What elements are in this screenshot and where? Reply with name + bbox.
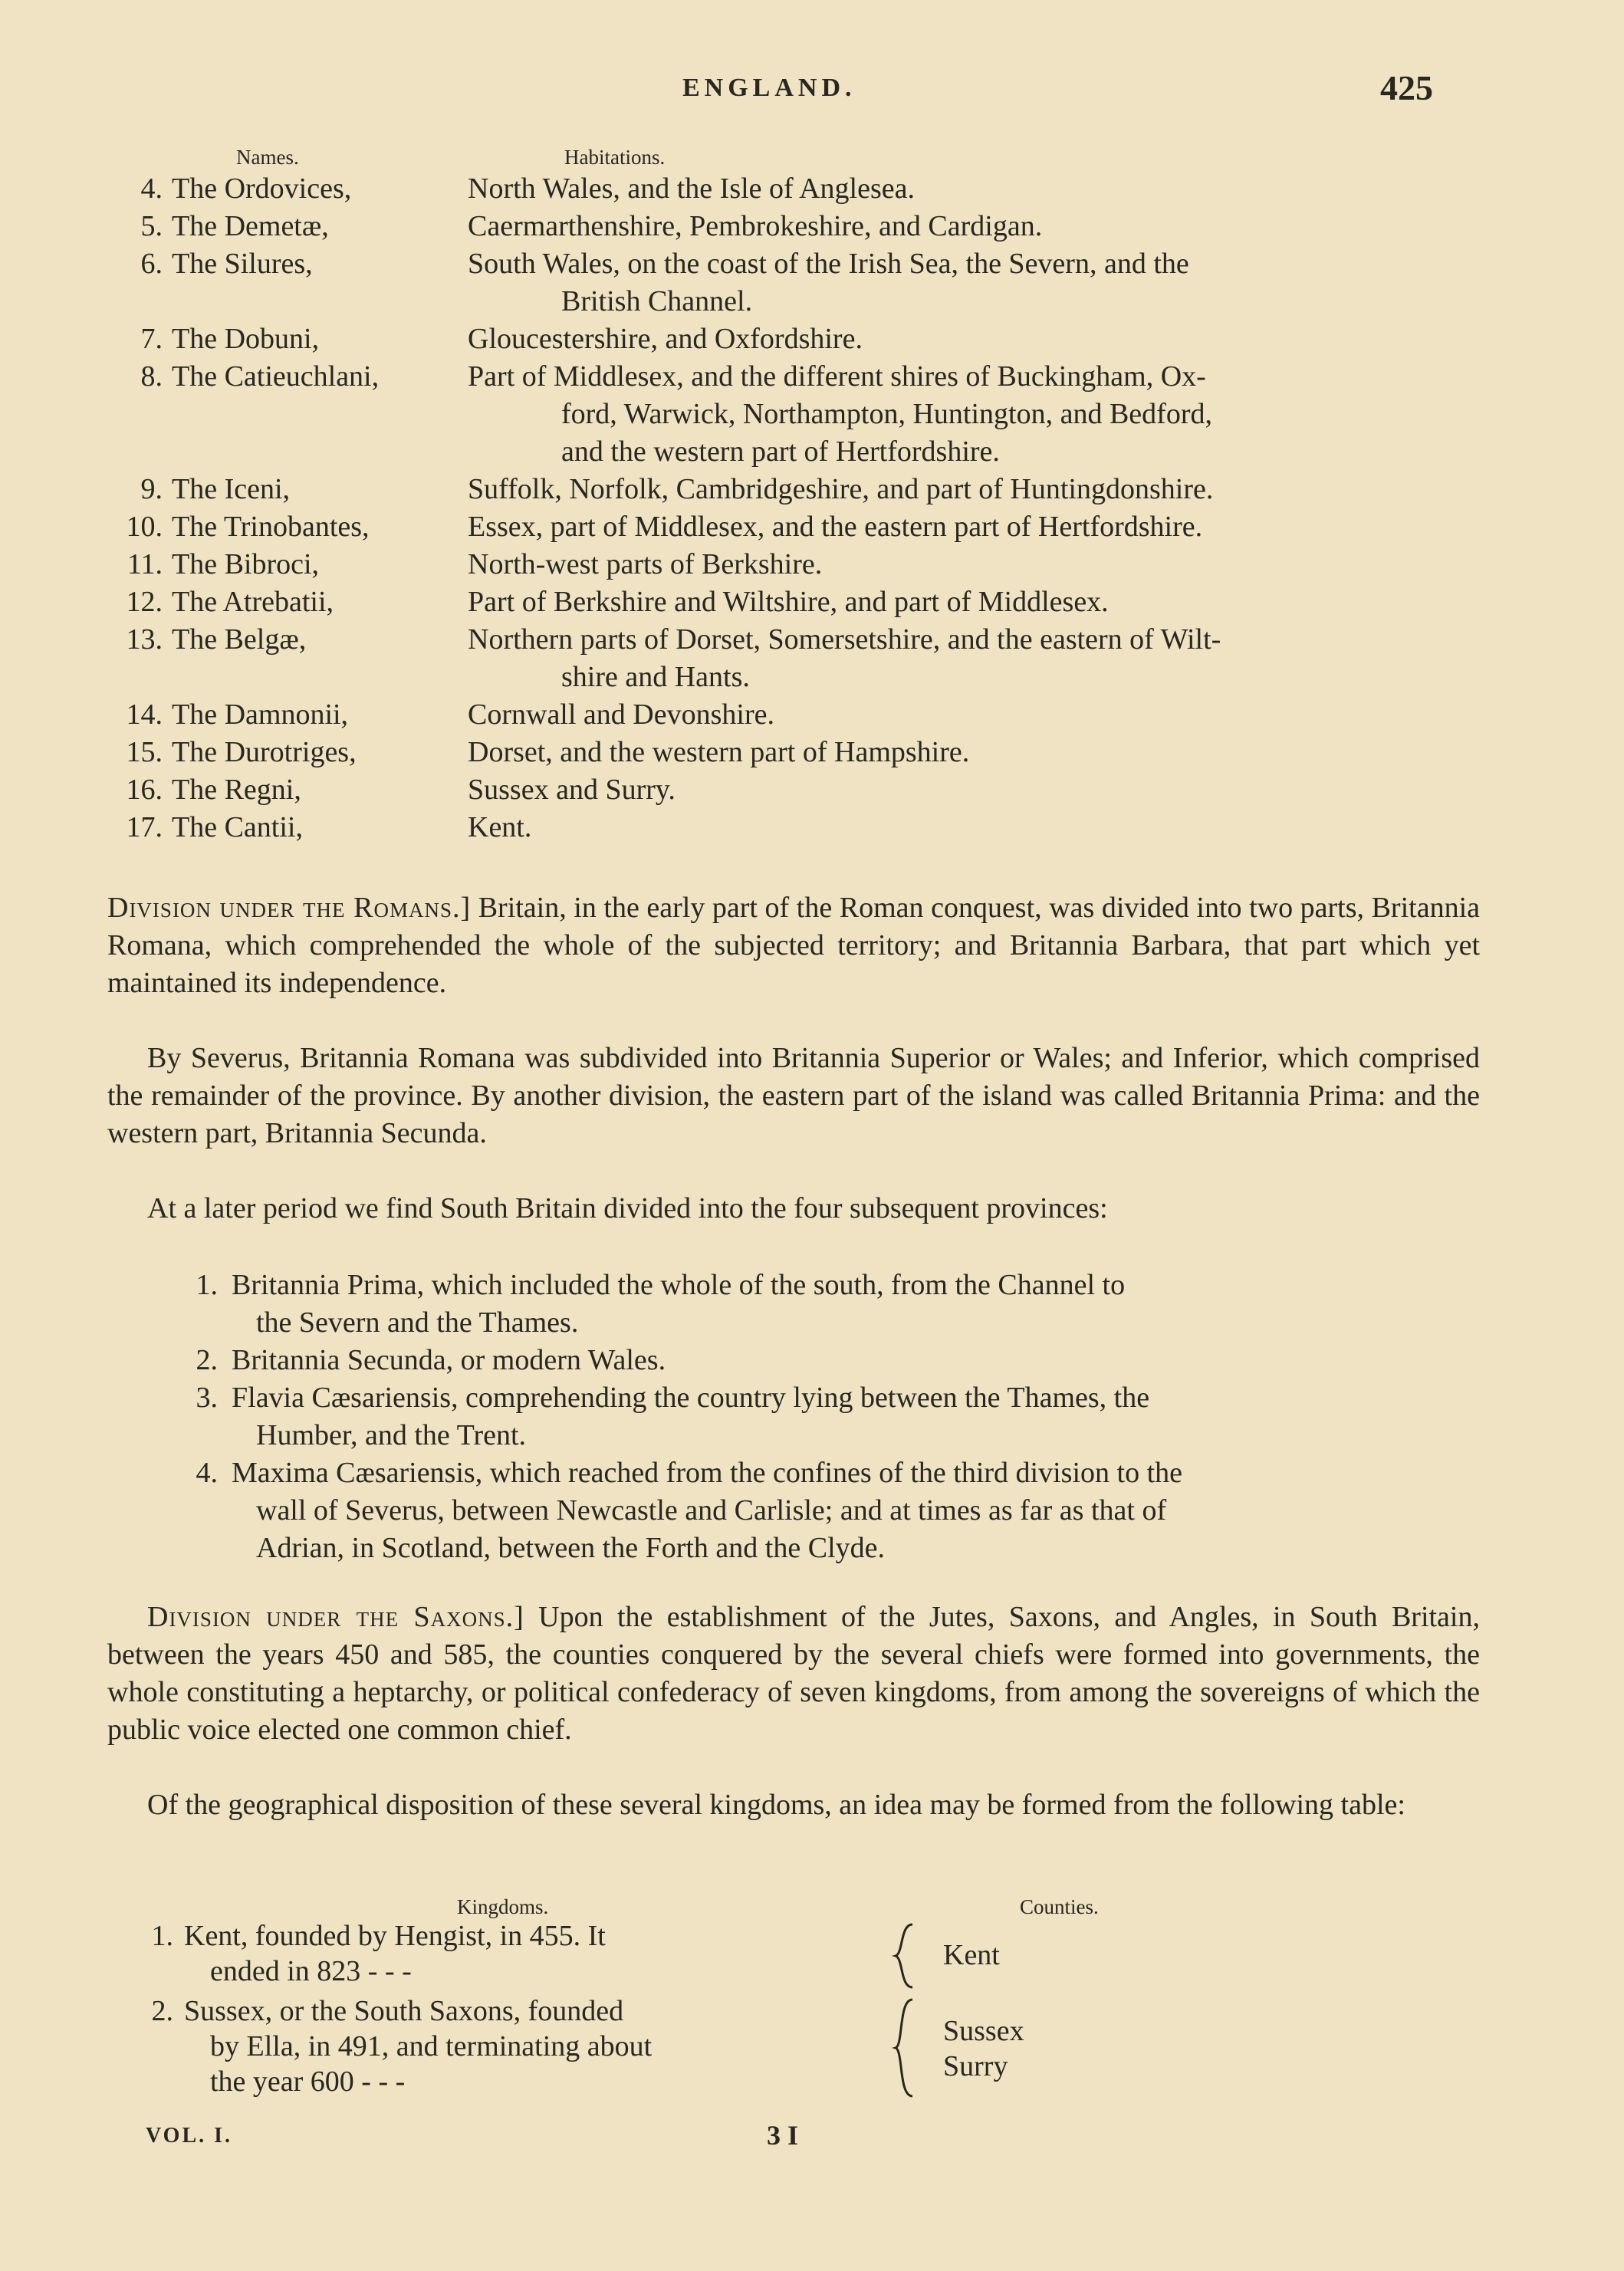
- province-line: Britannia Prima, which included the whole of the south, from the Channel to: [232, 1269, 1126, 1301]
- province-line: Maxima Cæsariensis, which reached from the confines of the third division to the: [232, 1457, 1182, 1489]
- county-list: [943, 1937, 1000, 1973]
- severus-paragraph: [107, 1040, 1480, 1152]
- tribe-name: The Trinobantes,: [172, 511, 370, 543]
- tribe-number: 16.: [126, 774, 163, 806]
- volume-label: VOL. I.: [146, 2124, 233, 2148]
- tribe-habitation: [468, 245, 1587, 320]
- tribe-name: The Catieuchlani,: [172, 360, 380, 393]
- section-heading-saxons: Division under the Saxons.]: [147, 1601, 524, 1633]
- kingdom-line: Sussex, or the South Saxons, founded: [184, 1995, 624, 2027]
- tribe-habitation: [468, 170, 1587, 208]
- tribe-habitation: [468, 809, 1587, 846]
- section-heading-romans: Division under the Romans.]: [107, 892, 472, 924]
- province-number: 2.: [196, 1344, 218, 1376]
- province-number: 3.: [196, 1382, 218, 1414]
- province-number: 1.: [196, 1269, 218, 1301]
- province-number: 4.: [196, 1457, 218, 1489]
- paragraph-text: Britain, in the early part of the Roman conquest, was divided into two parts, Britannia Romana, which comprehended the whole of the subjected territory; and Britannia Barbara, that part which yet maintained its independence.: [107, 892, 1480, 999]
- tribe-habitation: [468, 208, 1587, 245]
- habitation-line: Caermarthenshire, Pembrokeshire, and Cardigan.: [468, 210, 1043, 242]
- tribe-name: The Demetæ,: [172, 210, 329, 242]
- tribe-number: 4.: [140, 173, 163, 205]
- habitation-line: Gloucestershire, and Oxfordshire.: [468, 323, 863, 355]
- habitation-line: ford, Warwick, Northampton, Huntington, and Bedford,: [561, 398, 1212, 430]
- column-heading-names: Names.: [236, 146, 299, 169]
- paragraph-text: By Severus, Britannia Romana was subdivided into Britannia Superior or Wales; and Inferior, which comprised the remainder of the province. By another division, the eastern part of the island was called Britannia Prima: and the western part, Britannia Secunda.: [107, 1042, 1480, 1149]
- county-list: [943, 2013, 1024, 2084]
- paragraph-text: At a later period we find South Britain divided into the four subsequent provinces:: [147, 1192, 1108, 1224]
- habitation-line: Cornwall and Devonshire.: [468, 698, 774, 731]
- habitation-line: Sussex and Surry.: [468, 774, 676, 806]
- habitation-line: British Channel.: [561, 285, 753, 317]
- habitation-line: Essex, part of Middlesex, and the eastern part of Hertfordshire.: [468, 511, 1203, 543]
- tribe-name: The Belgæ,: [172, 623, 307, 656]
- kingdom-line: the year 600 - - -: [210, 2066, 406, 2098]
- province-line: Britannia Secunda, or modern Wales.: [232, 1344, 666, 1376]
- geography-paragraph: [107, 1786, 1480, 1824]
- tribe-habitation: [468, 583, 1587, 621]
- brace-icon: [889, 1998, 920, 2098]
- tribe-number: 14.: [126, 698, 163, 731]
- province-line: Humber, and the Trent.: [256, 1419, 527, 1451]
- tribe-habitation: [468, 358, 1587, 471]
- province-item: [184, 1267, 1488, 1342]
- province-line: wall of Severus, between Newcastle and Carlisle; and at times as far as that of: [256, 1494, 1167, 1527]
- habitation-line: North Wales, and the Isle of Anglesea.: [468, 173, 915, 205]
- tribe-habitation: [468, 471, 1587, 508]
- tribe-habitation: [468, 621, 1587, 696]
- tribe-number: 15.: [126, 736, 163, 768]
- tribe-name: The Damnonii,: [172, 698, 349, 731]
- kingdom-row: [146, 1993, 836, 2099]
- habitation-line: shire and Hants.: [561, 661, 750, 693]
- province-line: Adrian, in Scotland, between the Forth and the Clyde.: [256, 1532, 885, 1564]
- habitation-line: Part of Middlesex, and the different shires of Buckingham, Ox-: [468, 360, 1206, 393]
- habitation-line: North-west parts of Berkshire.: [468, 548, 823, 580]
- province-item: [184, 1454, 1488, 1567]
- tribe-habitation: [468, 696, 1587, 734]
- tribe-number: 8.: [140, 360, 163, 393]
- habitation-line: South Wales, on the coast of the Irish Sea, the Severn, and the: [468, 248, 1189, 280]
- kingdom-line: ended in 823 - - -: [210, 1955, 412, 1987]
- county-name: Kent: [943, 1939, 1000, 1971]
- kingdom-row: [146, 1918, 836, 1989]
- tribe-name: The Cantii,: [172, 811, 303, 843]
- province-item: [184, 1379, 1488, 1454]
- tribe-habitation: [468, 771, 1587, 809]
- habitation-line: Dorset, and the western part of Hampshire.: [468, 736, 970, 768]
- habitation-line: Part of Berkshire and Wiltshire, and part of Middlesex.: [468, 586, 1109, 618]
- tribe-habitation: [468, 734, 1587, 771]
- tribe-number: 10.: [126, 511, 163, 543]
- county-name: Surry: [943, 2050, 1008, 2082]
- tribe-name: The Regni,: [172, 774, 301, 806]
- tribe-name: The Dobuni,: [172, 323, 320, 355]
- county-name: Sussex: [943, 2015, 1024, 2047]
- tribe-number: 17.: [126, 811, 163, 843]
- paragraph-text: Of the geographical disposition of these several kingdoms, an idea may be formed from the following table:: [147, 1789, 1405, 1821]
- roman-division-paragraph: [107, 889, 1480, 1002]
- tribe-name: The Ordovices,: [172, 173, 352, 205]
- tribe-number: 6.: [140, 248, 163, 280]
- kingdom-line: Kent, founded by Hengist, in 455. It: [184, 1920, 606, 1952]
- tribe-number: 7.: [140, 323, 163, 355]
- province-line: Flavia Cæsariensis, comprehending the country lying between the Thames, the: [232, 1382, 1150, 1414]
- paragraph-text: Upon the establishment of the Jutes, Saxons, and Angles, in South Britain, between the years 450 and 585, the counties conquered by the several chiefs were formed into governments, the whole constituting a heptarchy, or political confederacy of seven kingdoms, from among the sovereigns of which the public voice elected one common chief.: [107, 1601, 1480, 1746]
- province-line: the Severn and the Thames.: [256, 1306, 579, 1339]
- habitation-line: and the western part of Hertfordshire.: [561, 435, 1000, 468]
- tribe-name: The Bibroci,: [172, 548, 320, 580]
- saxon-division-paragraph: [107, 1599, 1480, 1749]
- tribe-number: 9.: [140, 473, 163, 505]
- tribe-habitation: [468, 320, 1587, 358]
- habitation-line: Suffolk, Norfolk, Cambridgeshire, and part of Huntingdonshire.: [468, 473, 1214, 505]
- tribe-habitation: [468, 546, 1587, 583]
- kingdom-line: by Ella, in 491, and terminating about: [210, 2030, 653, 2062]
- signature-mark: 3 I: [767, 2120, 799, 2151]
- running-head: [0, 68, 1624, 120]
- kingdom-number: 2.: [151, 1995, 173, 2027]
- tribe-name: The Atrebatii,: [172, 586, 334, 618]
- province-item: [184, 1342, 1488, 1379]
- later-period-paragraph: [107, 1190, 1480, 1228]
- column-heading-kingdoms: Kingdoms.: [457, 1895, 549, 1918]
- habitation-line: Northern parts of Dorset, Somersetshire, and the eastern of Wilt-: [468, 623, 1221, 656]
- running-title: ENGLAND.: [682, 74, 856, 102]
- page-number: 425: [1380, 68, 1433, 107]
- tribe-name: The Durotriges,: [172, 736, 357, 768]
- column-heading-counties: Counties.: [1020, 1895, 1099, 1918]
- tribe-name: The Silures,: [172, 248, 313, 280]
- tribe-number: 12.: [126, 586, 163, 618]
- kingdom-number: 1.: [151, 1920, 173, 1952]
- page-footer: [0, 2120, 1624, 2162]
- tribe-name: The Iceni,: [172, 473, 291, 505]
- brace-icon: [889, 1923, 920, 1989]
- tribe-habitation: [468, 508, 1587, 546]
- tribe-number: 11.: [127, 548, 163, 580]
- column-heading-habitations: Habitations.: [564, 146, 666, 169]
- tribe-number: 13.: [126, 623, 163, 656]
- tribe-number: 5.: [140, 210, 163, 242]
- habitation-line: Kent.: [468, 811, 532, 843]
